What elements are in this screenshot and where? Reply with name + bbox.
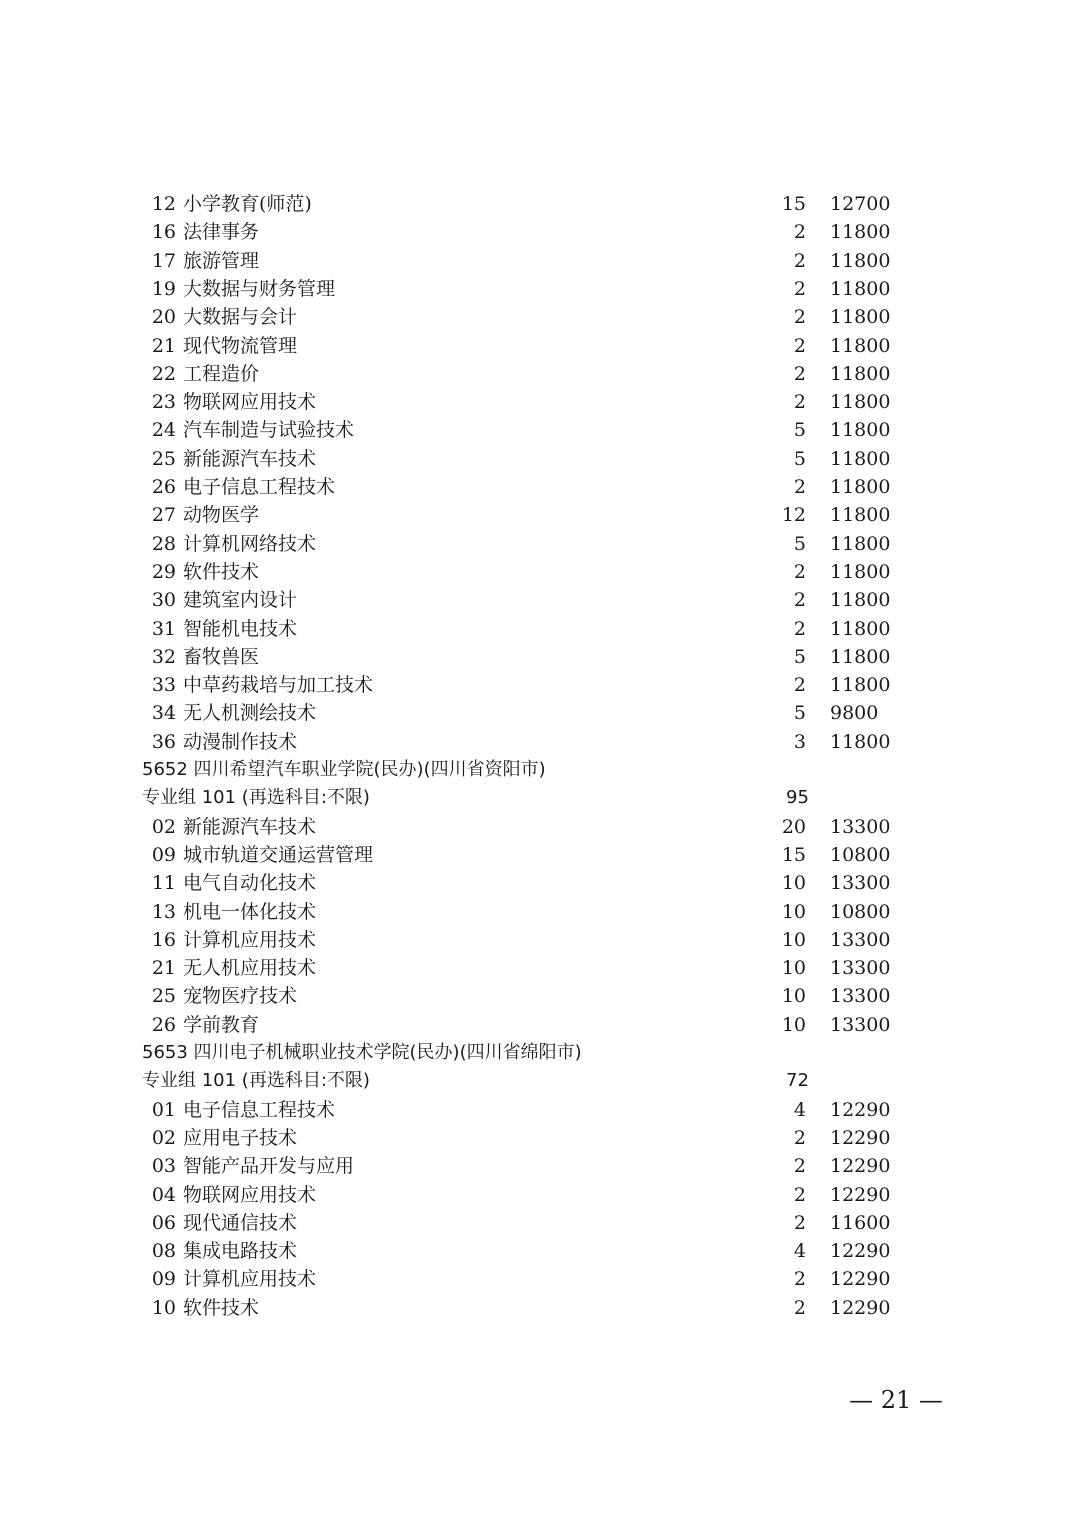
major-name: 电子信息工程技术 xyxy=(183,476,336,498)
major-row xyxy=(0,332,1080,360)
major-name: 机电一体化技术 xyxy=(183,900,317,923)
plan-count: 15 xyxy=(781,843,806,866)
major-row xyxy=(0,501,1080,529)
major-row xyxy=(0,841,1080,869)
major-code: 16 xyxy=(151,928,176,951)
major-name: 集成电路技术 xyxy=(183,1240,298,1263)
major-name: 电子信息工程技术 xyxy=(183,1098,336,1121)
major-code: 20 xyxy=(151,306,176,329)
tuition-fee: 11800 xyxy=(830,730,891,753)
major-name: 新能源汽车技术 xyxy=(183,447,317,470)
major-code: 21 xyxy=(151,957,176,980)
major-name: 物联网应用技术 xyxy=(183,391,317,414)
major-row xyxy=(0,1096,1080,1124)
major-code: 09 xyxy=(151,843,176,866)
major-row xyxy=(0,982,1080,1010)
plan-count: 3 xyxy=(793,730,806,753)
major-name: 计算机应用技术 xyxy=(183,1268,317,1291)
major-name: 软件技术 xyxy=(183,560,260,583)
tuition-fee: 11800 xyxy=(830,334,891,357)
plan-count: 2 xyxy=(793,1183,806,1206)
plan-count: 2 xyxy=(793,560,806,583)
major-name: 智能产品开发与应用 xyxy=(183,1155,355,1178)
plan-count: 20 xyxy=(781,815,806,838)
major-code: 30 xyxy=(151,589,176,612)
major-code: 02 xyxy=(151,815,176,838)
major-code: 21 xyxy=(151,334,176,357)
major-code: 36 xyxy=(151,730,176,753)
major-row xyxy=(0,954,1080,982)
major-row xyxy=(0,473,1080,501)
plan-count: 2 xyxy=(793,617,806,640)
major-name: 建筑室内设计 xyxy=(183,589,298,612)
major-row xyxy=(0,586,1080,614)
major-name: 中草药栽培与加工技术 xyxy=(183,674,374,697)
major-row xyxy=(0,1209,1080,1237)
major-row xyxy=(0,1265,1080,1293)
major-name: 动物医学 xyxy=(183,504,260,527)
major-row xyxy=(0,869,1080,897)
tuition-fee: 11800 xyxy=(830,504,891,527)
plan-count: 5 xyxy=(793,532,806,555)
tuition-fee: 11800 xyxy=(830,674,891,697)
tuition-fee: 11800 xyxy=(830,447,891,470)
major-name: 应用电子技术 xyxy=(183,1126,298,1149)
plan-count: 2 xyxy=(793,249,806,272)
major-row xyxy=(0,898,1080,926)
major-row xyxy=(0,813,1080,841)
plan-count: 5 xyxy=(793,419,806,442)
major-name: 现代物流管理 xyxy=(183,334,298,357)
major-row xyxy=(0,671,1080,699)
plan-count: 2 xyxy=(793,1126,806,1149)
major-code: 28 xyxy=(151,532,176,555)
major-code: 33 xyxy=(151,674,176,697)
group-title: 专业组 101 (再选科目:不限) xyxy=(142,1070,370,1092)
major-row xyxy=(0,699,1080,727)
tuition-fee: 10800 xyxy=(830,900,891,923)
group-plan-count: 72 xyxy=(786,1070,809,1092)
major-code: 04 xyxy=(151,1183,176,1206)
major-row xyxy=(0,416,1080,444)
major-row xyxy=(0,1011,1080,1039)
plan-count: 10 xyxy=(781,957,806,980)
major-row xyxy=(0,926,1080,954)
tuition-fee: 12290 xyxy=(830,1155,891,1178)
tuition-fee: 12290 xyxy=(830,1240,891,1263)
tuition-fee: 12290 xyxy=(830,1183,891,1206)
major-name: 小学教育(师范) xyxy=(183,193,312,215)
major-row xyxy=(0,275,1080,303)
plan-count: 2 xyxy=(793,1268,806,1291)
major-code: 24 xyxy=(151,419,176,442)
tuition-fee: 11800 xyxy=(830,249,891,272)
major-row xyxy=(0,247,1080,275)
plan-count: 10 xyxy=(781,985,806,1008)
tuition-fee: 13300 xyxy=(830,928,891,951)
plan-count: 5 xyxy=(793,447,806,470)
tuition-fee: 12290 xyxy=(830,1296,891,1319)
plan-count: 2 xyxy=(793,221,806,244)
school-title: 5653 四川电子机械职业技术学院(民办)(四川省绵阳市) xyxy=(142,1042,582,1063)
major-row xyxy=(0,388,1080,416)
tuition-fee: 11800 xyxy=(830,391,891,414)
group-header xyxy=(0,1067,1080,1095)
tuition-fee: 11800 xyxy=(830,419,891,442)
major-name: 物联网应用技术 xyxy=(183,1183,317,1206)
plan-count: 10 xyxy=(781,872,806,895)
tuition-fee: 12700 xyxy=(830,193,891,215)
plan-count: 2 xyxy=(793,1211,806,1234)
major-name: 电气自动化技术 xyxy=(183,872,317,895)
major-name: 计算机网络技术 xyxy=(183,532,317,555)
major-code: 11 xyxy=(151,872,176,895)
major-code: 29 xyxy=(151,560,176,583)
tuition-fee: 12290 xyxy=(830,1126,891,1149)
major-name: 智能机电技术 xyxy=(183,617,298,640)
major-row xyxy=(0,1152,1080,1180)
plan-count: 4 xyxy=(793,1240,806,1263)
major-row xyxy=(0,530,1080,558)
plan-count: 5 xyxy=(793,702,806,725)
major-name: 大数据与财务管理 xyxy=(183,277,336,300)
major-row xyxy=(0,218,1080,246)
plan-count: 10 xyxy=(781,928,806,951)
plan-count: 5 xyxy=(793,645,806,668)
school-header xyxy=(0,756,1080,784)
tuition-fee: 12290 xyxy=(830,1098,891,1121)
major-name: 法律事务 xyxy=(183,221,260,244)
major-code: 02 xyxy=(151,1126,176,1149)
major-name: 城市轨道交通运营管理 xyxy=(183,843,374,866)
major-row xyxy=(0,190,1080,218)
major-name: 大数据与会计 xyxy=(183,306,298,329)
major-name: 无人机测绘技术 xyxy=(183,702,317,725)
page-number: — 21 — xyxy=(849,1386,943,1414)
major-row xyxy=(0,615,1080,643)
tuition-fee: 11800 xyxy=(830,306,891,329)
tuition-fee: 12290 xyxy=(830,1268,891,1291)
plan-count: 2 xyxy=(793,476,806,498)
plan-count: 12 xyxy=(781,504,806,527)
plan-count: 10 xyxy=(781,1013,806,1036)
major-code: 26 xyxy=(151,476,176,498)
tuition-fee: 11600 xyxy=(830,1211,891,1234)
major-name: 旅游管理 xyxy=(183,249,260,272)
major-code: 08 xyxy=(151,1240,176,1263)
major-name: 现代通信技术 xyxy=(183,1211,298,1234)
plan-count: 15 xyxy=(781,193,806,215)
tuition-fee: 11800 xyxy=(830,560,891,583)
major-row xyxy=(0,1124,1080,1152)
major-code: 16 xyxy=(151,221,176,244)
school-header xyxy=(0,1039,1080,1067)
major-row xyxy=(0,1237,1080,1265)
tuition-fee: 13300 xyxy=(830,872,891,895)
major-code: 12 xyxy=(151,193,176,215)
major-name: 无人机应用技术 xyxy=(183,957,317,980)
tuition-fee: 9800 xyxy=(830,702,879,725)
group-title: 专业组 101 (再选科目:不限) xyxy=(142,787,370,809)
tuition-fee: 11800 xyxy=(830,362,891,385)
plan-count: 2 xyxy=(793,362,806,385)
major-code: 19 xyxy=(151,277,176,300)
major-name: 工程造价 xyxy=(183,362,260,385)
major-code: 25 xyxy=(151,985,176,1008)
plan-count: 2 xyxy=(793,589,806,612)
major-name: 汽车制造与试验技术 xyxy=(183,419,355,442)
tuition-fee: 11800 xyxy=(830,617,891,640)
plan-count: 2 xyxy=(793,674,806,697)
major-code: 13 xyxy=(151,900,176,923)
major-row xyxy=(0,360,1080,388)
plan-count: 2 xyxy=(793,1155,806,1178)
tuition-fee: 11800 xyxy=(830,476,891,498)
major-code: 03 xyxy=(151,1155,176,1178)
major-code: 09 xyxy=(151,1268,176,1291)
major-code: 31 xyxy=(151,617,176,640)
tuition-fee: 13300 xyxy=(830,957,891,980)
school-title: 5652 四川希望汽车职业学院(民办)(四川省资阳市) xyxy=(142,759,546,780)
tuition-fee: 11800 xyxy=(830,589,891,612)
major-code: 22 xyxy=(151,362,176,385)
major-row xyxy=(0,558,1080,586)
major-name: 新能源汽车技术 xyxy=(183,815,317,838)
major-code: 01 xyxy=(151,1098,176,1121)
group-header xyxy=(0,784,1080,812)
major-row xyxy=(0,1181,1080,1209)
major-code: 17 xyxy=(151,249,176,272)
tuition-fee: 11800 xyxy=(830,645,891,668)
major-name: 学前教育 xyxy=(183,1013,260,1036)
major-row xyxy=(0,445,1080,473)
major-code: 06 xyxy=(151,1211,176,1234)
major-code: 10 xyxy=(151,1296,176,1319)
major-name: 计算机应用技术 xyxy=(183,928,317,951)
tuition-fee: 10800 xyxy=(830,843,891,866)
plan-count: 2 xyxy=(793,334,806,357)
major-row xyxy=(0,1294,1080,1322)
plan-count: 2 xyxy=(793,277,806,300)
major-code: 32 xyxy=(151,645,176,668)
plan-count: 4 xyxy=(793,1098,806,1121)
major-row xyxy=(0,643,1080,671)
major-name: 畜牧兽医 xyxy=(183,645,260,668)
major-name: 软件技术 xyxy=(183,1296,260,1319)
plan-count: 2 xyxy=(793,1296,806,1319)
tuition-fee: 11800 xyxy=(830,221,891,244)
tuition-fee: 13300 xyxy=(830,815,891,838)
major-code: 23 xyxy=(151,391,176,414)
major-code: 34 xyxy=(151,702,176,725)
plan-count: 10 xyxy=(781,900,806,923)
plan-count: 2 xyxy=(793,391,806,414)
plan-count: 2 xyxy=(793,306,806,329)
tuition-fee: 11800 xyxy=(830,532,891,555)
group-plan-count: 95 xyxy=(786,787,809,809)
major-name: 动漫制作技术 xyxy=(183,730,298,753)
major-code: 25 xyxy=(151,447,176,470)
major-code: 27 xyxy=(151,504,176,527)
tuition-fee: 13300 xyxy=(830,1013,891,1036)
major-row xyxy=(0,728,1080,756)
major-code: 26 xyxy=(151,1013,176,1036)
tuition-fee: 13300 xyxy=(830,985,891,1008)
major-name: 宠物医疗技术 xyxy=(183,985,298,1008)
tuition-fee: 11800 xyxy=(830,277,891,300)
major-row xyxy=(0,303,1080,331)
